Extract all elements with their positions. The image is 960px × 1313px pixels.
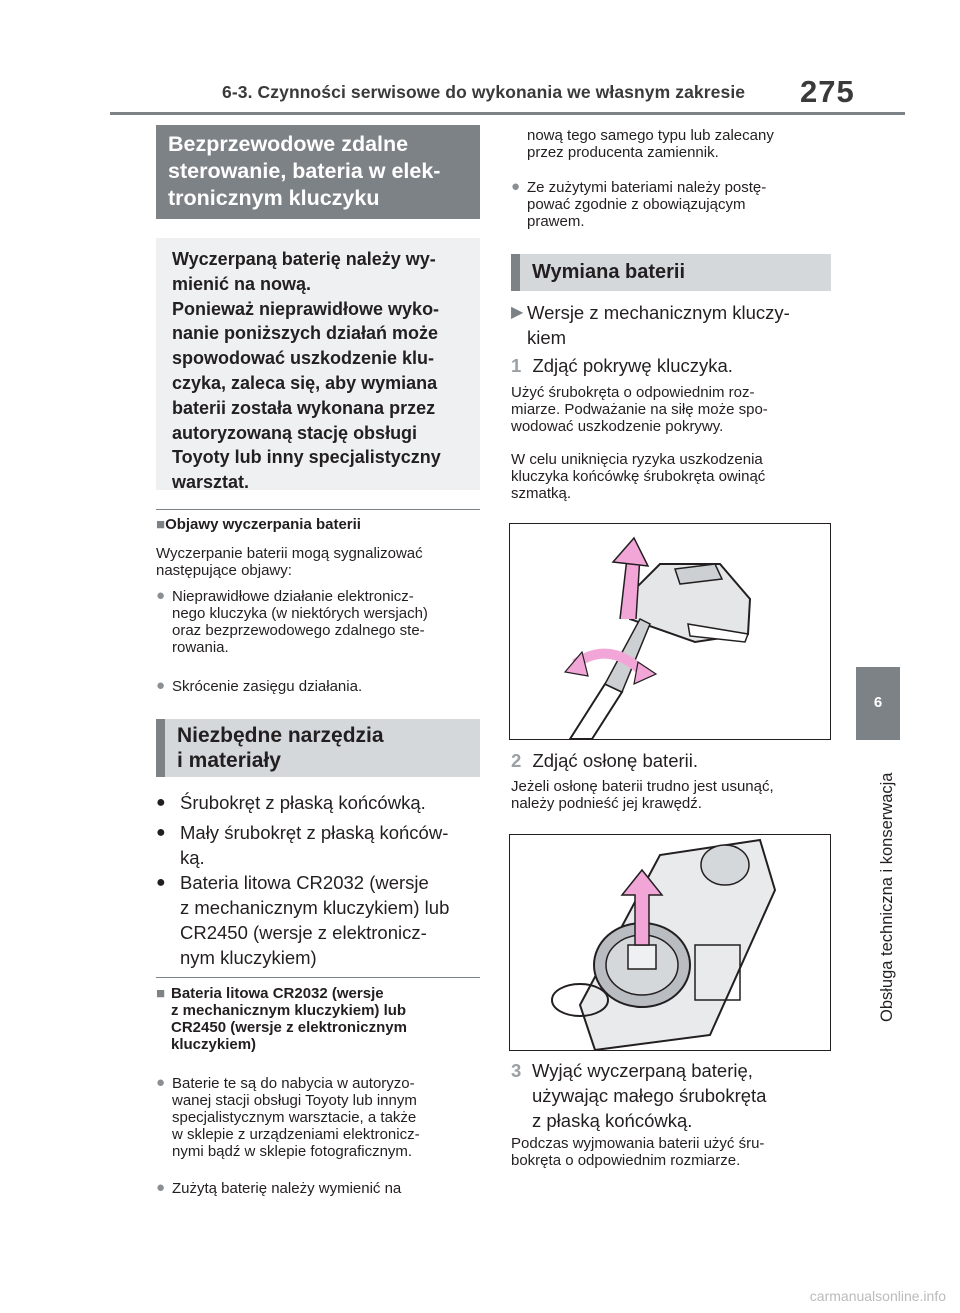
key-cover-illustration [510, 524, 830, 739]
chapter-number: 6 [873, 694, 883, 711]
symptom-bullet-2: ● Skrócenie zasięgu działania. [156, 677, 363, 695]
step-1-title: 1 Zdjąć pokrywę kluczyka. [511, 355, 733, 376]
intro-line: autoryzowaną stację obsługi [172, 422, 418, 443]
intro-line: Wyczerpaną baterię należy wy- [172, 249, 436, 269]
bullet-dot-icon: ● [156, 1074, 166, 1091]
intro-line: warsztat. [172, 472, 250, 493]
running-header: 6-3. Czynności serwisowe do wykonania we własnym zakresie [222, 82, 746, 102]
intro-line: Ponieważ nieprawidłowe wyko- [172, 298, 440, 319]
symptom-bullet-1: ● Nieprawidłowe działanie elektronicz- nego kluczyka (w niektórych wersjach) oraz bezprzewodowego zdalnego ste- rowania. [156, 587, 428, 656]
tool-item-1: ● Śrubokręt z płaską końcówką. [156, 792, 426, 813]
watermark: carmanualsonline.info [809, 1288, 946, 1304]
replace-heading-box: Wymiana baterii [511, 254, 831, 291]
section-title-line: sterowanie, bateria w elek- [168, 159, 441, 183]
bullet-dot-icon: ● [156, 1179, 166, 1196]
bullet-dot-icon: ● [156, 874, 166, 891]
step-number: 3 [511, 1060, 522, 1081]
figure-remove-cover [509, 523, 831, 740]
step-2-title: 2 Zdjąć osłonę baterii. [511, 750, 698, 771]
step-2-note: Jeżeli osłonę baterii trudno jest usunąć, należy podnieść jej krawędź. [511, 778, 774, 812]
symptoms-text: Wyczerpanie baterii mogą sygnalizować następujące objawy: [156, 545, 423, 579]
disposal-bullet: ● Ze zużytymi bateriami należy postę- pować zgodnie z obowiązującym prawem. [511, 178, 767, 230]
bullet-dot-icon: ● [156, 824, 166, 841]
triangle-right-icon: ▶ [511, 304, 524, 321]
bullet-dot-icon: ● [156, 587, 166, 604]
battery-info-bullet-1: ● Baterie te są do nabycia w autoryzo- wanej stacji obsługi Toyoty lub innym specjalistycznym warsztacie, a także w sklepie z urządzeniami elektronicz- nymi bądź w sklepie fotograficznym. [156, 1074, 420, 1160]
intro-line: spowodować uszkodzenie klu- [172, 348, 435, 369]
intro-line: nanie poniższych działań może [172, 323, 439, 344]
intro-line: Toyoty lub inny specjalistyczny [172, 447, 441, 468]
bullet-dot-icon: ● [511, 178, 521, 195]
step-3-note: Podczas wyjmowania baterii użyć śru- bokręta o odpowiednim rozmiarze. [511, 1135, 765, 1169]
page-number: 275 [800, 74, 855, 109]
section-title-box [156, 125, 480, 219]
symptoms-heading: ■Objawy wyczerpania baterii [156, 516, 361, 533]
section-title-line: Bezprzewodowe zdalne [168, 132, 409, 156]
header-rule [110, 112, 905, 115]
intro-box [156, 238, 480, 493]
square-bullet-icon: ■ [156, 516, 166, 533]
divider [156, 977, 480, 978]
bullet-dot-icon: ● [156, 794, 166, 811]
section-title-line: tronicznym kluczyku [168, 186, 380, 210]
key-open-illustration [510, 835, 830, 1050]
tools-heading-box: Niezbędne narzędzia i materiały [156, 719, 480, 777]
bullet-dot-icon: ● [156, 677, 166, 694]
step-3-title: 3 Wyjąć wyczerpaną baterię, używając małego śrubokręta z płaską końcówką. [511, 1060, 767, 1131]
version-label: ▶ Wersje z mechanicznym kluczy- kiem [511, 302, 790, 348]
step-1-note-2: W celu uniknięcia ryzyka uszkodzenia kluczyka końcówkę śrubokręta owinąć szmatką. [511, 451, 766, 502]
tool-item-3: ● Bateria litowa CR2032 (wersje z mechanicznym kluczykiem) lub CR2450 (wersje z elektronicz- nym kluczykiem) [156, 872, 450, 968]
intro-line: mienić na nową. [172, 273, 312, 294]
step-1-note-1: Użyć śrubokręta o odpowiednim roz- miarze. Podważanie na siłę może spo- wodować uszkodzenie pokrywy. [511, 384, 768, 435]
square-bullet-icon: ■ [156, 985, 166, 1002]
battery-info-heading: ■ Bateria litowa CR2032 (wersje z mechanicznym kluczykiem) lub CR2450 (wersje z elektronicznym kluczykiem) [156, 985, 407, 1053]
continued-text: nową tego samego typu lub zalecany przez producenta zamiennik. [527, 127, 774, 161]
chapter-label: Obsługa techniczna i konserwacja [878, 772, 896, 1022]
step-number: 1 [511, 355, 522, 376]
intro-line: baterii została wykonana przez [172, 397, 436, 418]
figure-remove-battery-cover [509, 834, 831, 1051]
tool-item-2: ● Mały śrubokręt z płaską końców- ką. [156, 822, 449, 868]
intro-line: czyka, zaleca się, aby wymiana [172, 372, 438, 393]
battery-info-bullet-2: ● Zużytą baterię należy wymienić na [156, 1179, 402, 1197]
divider [156, 509, 480, 510]
step-number: 2 [511, 750, 522, 771]
